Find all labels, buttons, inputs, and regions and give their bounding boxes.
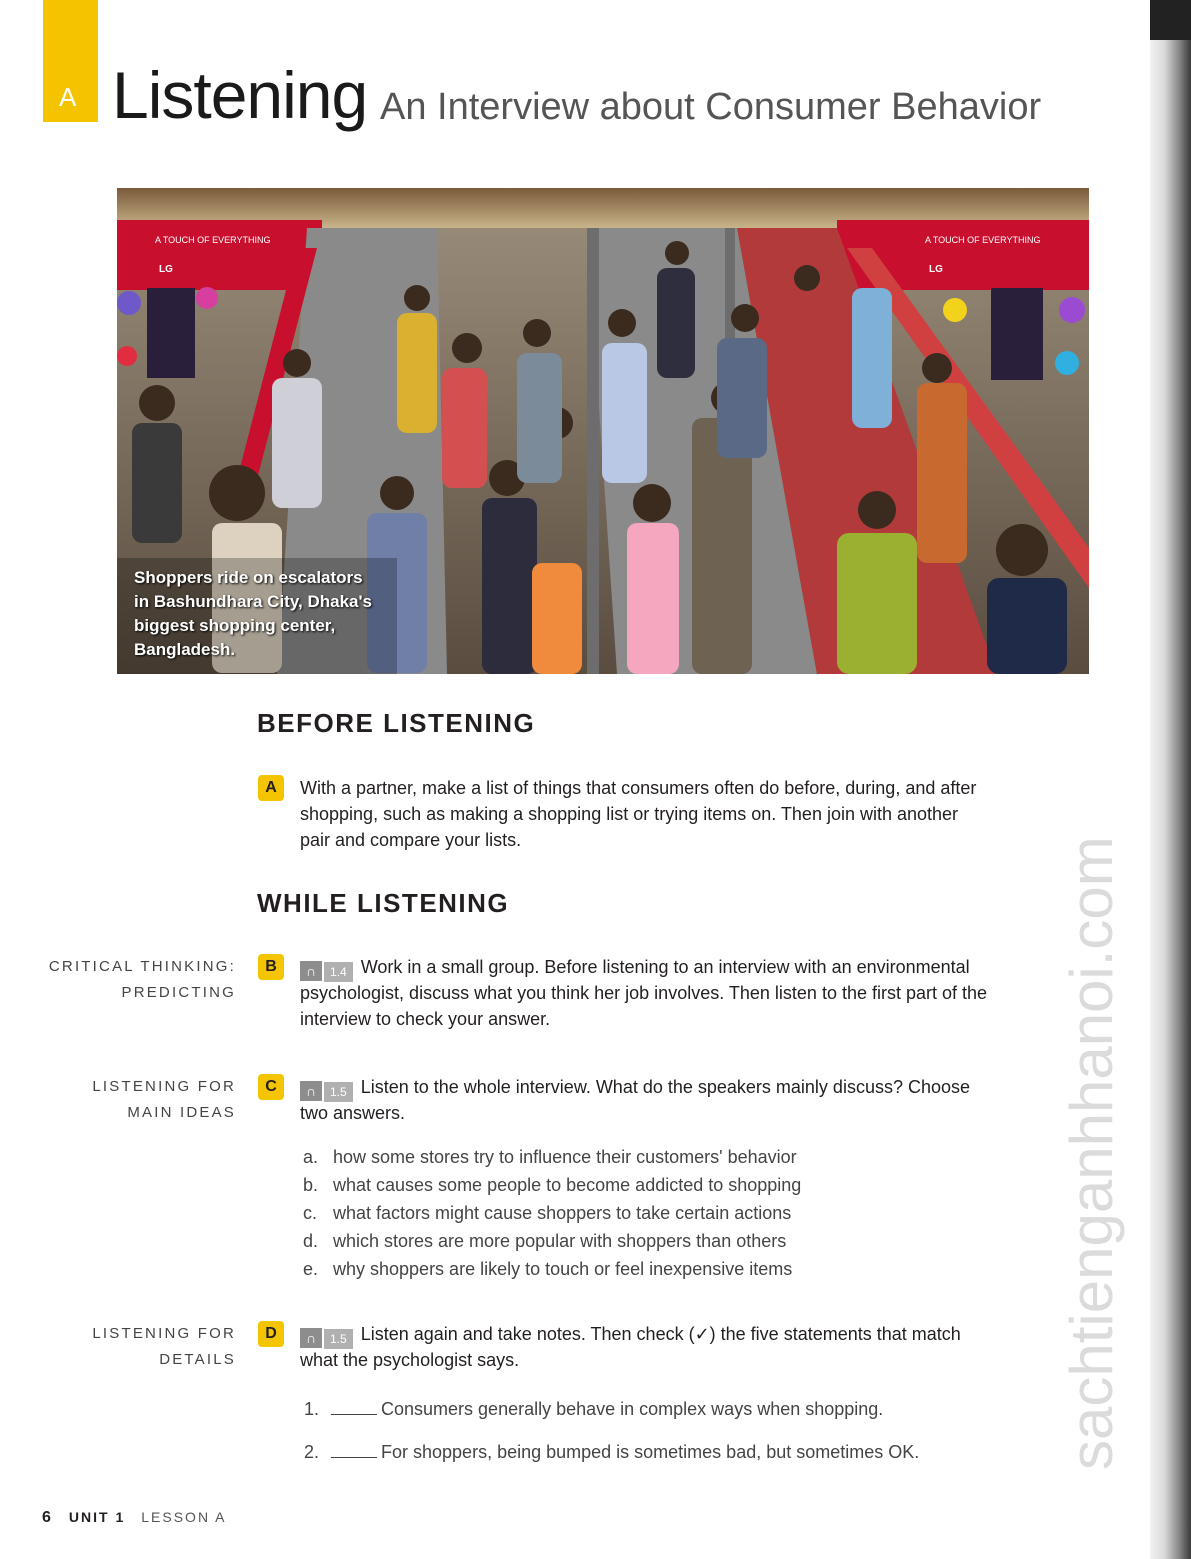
audio-track-button[interactable] bbox=[300, 1077, 353, 1097]
statement-text: Consumers generally behave in complex ways when shopping. bbox=[381, 1399, 884, 1419]
audio-track-button[interactable] bbox=[300, 957, 353, 977]
footer-unit: UNIT 1 bbox=[68, 1509, 126, 1525]
banner-left-brand: LG bbox=[159, 264, 173, 275]
skill-label-main-ideas bbox=[36, 1074, 236, 1126]
item-d-instructions bbox=[300, 1321, 1070, 1373]
skill-label-line: DETAILS bbox=[159, 1351, 236, 1368]
item-c-line: two answers. bbox=[300, 1103, 406, 1123]
item-c-line: Listen to the whole interview. What do the speakers mainly discuss? Choose bbox=[360, 1077, 971, 1097]
statement-number: 2. bbox=[304, 1442, 320, 1462]
headphones-icon: ∩ bbox=[300, 1081, 322, 1101]
statement-text: For shoppers, being bumped is sometimes bad, but sometimes OK. bbox=[381, 1442, 920, 1462]
page-number: 6 bbox=[42, 1509, 51, 1526]
item-b-line: interview to check your answer. bbox=[300, 1009, 551, 1029]
banner-left-text: A TOUCH OF EVERYTHING bbox=[155, 235, 271, 245]
photo-caption bbox=[134, 566, 372, 662]
item-a-line: pair and compare your lists. bbox=[300, 830, 522, 850]
page-edge-shadow bbox=[1150, 0, 1191, 1559]
while-listening-heading: WHILE LISTENING bbox=[257, 888, 510, 918]
item-a-instructions bbox=[300, 775, 1070, 853]
section-letter: A bbox=[59, 82, 77, 112]
caption-line: in Bashundhara City, Dhaka's bbox=[134, 592, 373, 611]
item-a-line: With a partner, make a list of things that consumers often do before, during, and after bbox=[300, 778, 977, 798]
skill-label-line: LISTENING FOR bbox=[92, 1078, 236, 1095]
track-number: 1.5 bbox=[324, 1329, 353, 1349]
banner-right-text: A TOUCH OF EVERYTHING bbox=[925, 235, 1041, 245]
item-a-badge: A bbox=[258, 775, 284, 801]
page-title: Listening bbox=[112, 58, 368, 132]
skill-label-line: MAIN IDEAS bbox=[127, 1104, 236, 1121]
statement-1 bbox=[304, 1395, 883, 1423]
watermark bbox=[1050, 700, 1130, 1480]
page-corner-dark bbox=[1150, 0, 1191, 40]
item-b-badge: B bbox=[258, 954, 284, 980]
track-number: 1.5 bbox=[324, 1082, 353, 1102]
caption-line: Shoppers ride on escalators bbox=[134, 568, 363, 587]
item-c-badge: C bbox=[258, 1074, 284, 1100]
item-b-line: Work in a small group. Before listening to an interview with an environmental bbox=[360, 957, 970, 977]
option-d[interactable]: d. which stores are more popular with shoppers than others bbox=[303, 1231, 787, 1251]
headphones-icon: ∩ bbox=[300, 961, 322, 981]
track-number: 1.4 bbox=[324, 962, 353, 982]
option-e[interactable]: e. why shoppers are likely to touch or feel inexpensive items bbox=[303, 1259, 793, 1279]
statement-number: 1. bbox=[304, 1399, 320, 1419]
page-subtitle: An Interview about Consumer Behavior bbox=[380, 86, 1042, 128]
option-a[interactable]: a. how some stores try to influence their customers' behavior bbox=[303, 1147, 797, 1167]
item-d-line: Listen again and take notes. Then check (✓) the five statements that match bbox=[360, 1324, 961, 1344]
skill-label-line: CRITICAL THINKING: bbox=[48, 958, 236, 975]
banner-right-brand: LG bbox=[929, 264, 943, 275]
audio-track-button[interactable] bbox=[300, 1324, 353, 1344]
option-c[interactable]: c. what factors might cause shoppers to take certain actions bbox=[303, 1203, 792, 1223]
page-footer bbox=[42, 1508, 227, 1527]
item-b-line: psychologist, discuss what you think her job involves. Then listen to the first part of the bbox=[300, 983, 988, 1003]
statement-2 bbox=[304, 1438, 919, 1466]
option-b[interactable]: b. what causes some people to become addicted to shopping bbox=[303, 1175, 802, 1195]
answer-blank[interactable] bbox=[331, 1441, 377, 1458]
caption-line: biggest shopping center, bbox=[134, 616, 336, 635]
before-listening-heading: BEFORE LISTENING bbox=[257, 708, 536, 738]
item-c-options bbox=[303, 1143, 801, 1283]
item-b-instructions bbox=[300, 954, 1070, 1032]
watermark-text: sachtienganhhanoi.com bbox=[1058, 836, 1125, 1470]
skill-label-details bbox=[36, 1321, 236, 1373]
item-a-line: shopping, such as making a shopping list or trying items on. Then join with another bbox=[300, 804, 959, 824]
skill-label-critical-thinking bbox=[36, 954, 236, 1006]
footer-lesson: LESSON A bbox=[141, 1509, 227, 1525]
answer-blank[interactable] bbox=[331, 1398, 377, 1415]
item-c-instructions bbox=[300, 1074, 1070, 1126]
skill-label-line: LISTENING FOR bbox=[92, 1325, 236, 1342]
item-d-line: what the psychologist says. bbox=[300, 1350, 520, 1370]
skill-label-line: PREDICTING bbox=[121, 984, 236, 1001]
item-d-badge: D bbox=[258, 1321, 284, 1347]
section-tab bbox=[43, 0, 98, 122]
headphones-icon: ∩ bbox=[300, 1328, 322, 1348]
caption-line: Bangladesh. bbox=[134, 640, 236, 659]
